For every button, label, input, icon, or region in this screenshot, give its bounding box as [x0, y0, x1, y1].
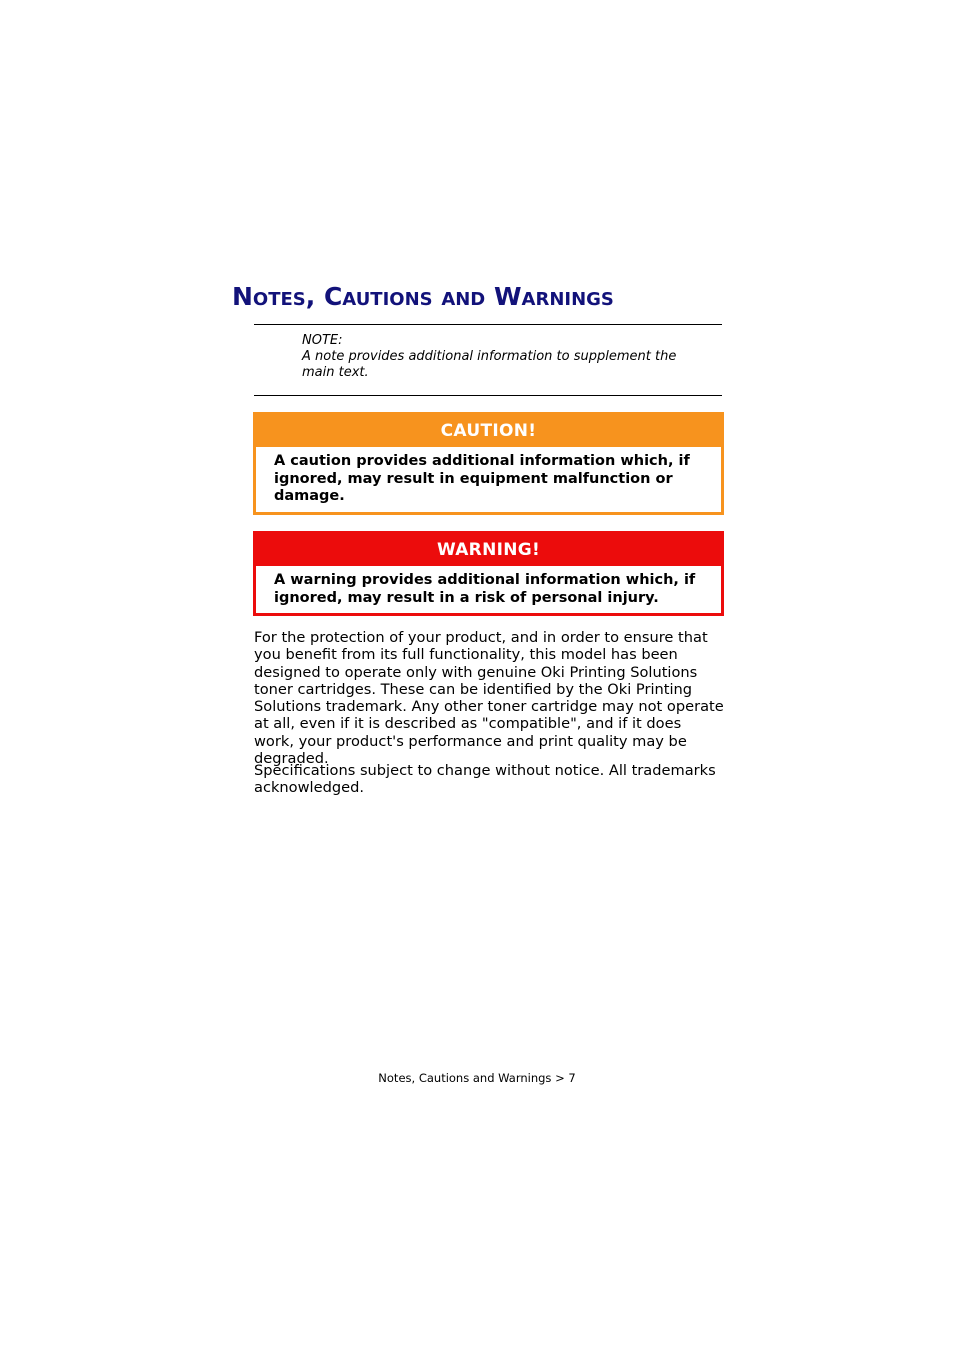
caution-text: A caution provides additional information which, if ignored, may result in equipment malfunction or damage. — [274, 453, 690, 504]
note-text-line-1: A note provides additional information to supplement the — [302, 349, 677, 364]
note-text — [302, 333, 702, 381]
body-paragraph-specifications: Specifications subject to change without notice. All trademarks acknowledged. — [254, 762, 716, 797]
caution-box — [253, 412, 724, 515]
warning-title: WARNING! — [256, 534, 721, 566]
note-label: NOTE: — [302, 333, 343, 348]
body-paragraph-compatibility: For the protection of your product, and in order to ensure that you benefit from its full functionality, this model has been designed to operate only with genuine Oki Printing Solutions toner cartridges. These can be identified by the Oki Printing Solutions trademark. Any other toner cartridge may not operate at all, even if it is described as "compatible", and if it does work, your product's performance and print quality may be degraded. — [254, 629, 724, 768]
note-text-line-2: main text. — [302, 365, 369, 380]
page-footer: Notes, Cautions and Warnings > 7 — [378, 1071, 576, 1085]
caution-title: CAUTION! — [256, 415, 721, 447]
note-block — [254, 324, 722, 396]
warning-box — [253, 531, 724, 616]
page-title: Notes, Cautions and Warnings — [232, 282, 614, 311]
warning-text: A warning provides additional information which, if ignored, may result in a risk of personal injury. — [274, 572, 696, 606]
